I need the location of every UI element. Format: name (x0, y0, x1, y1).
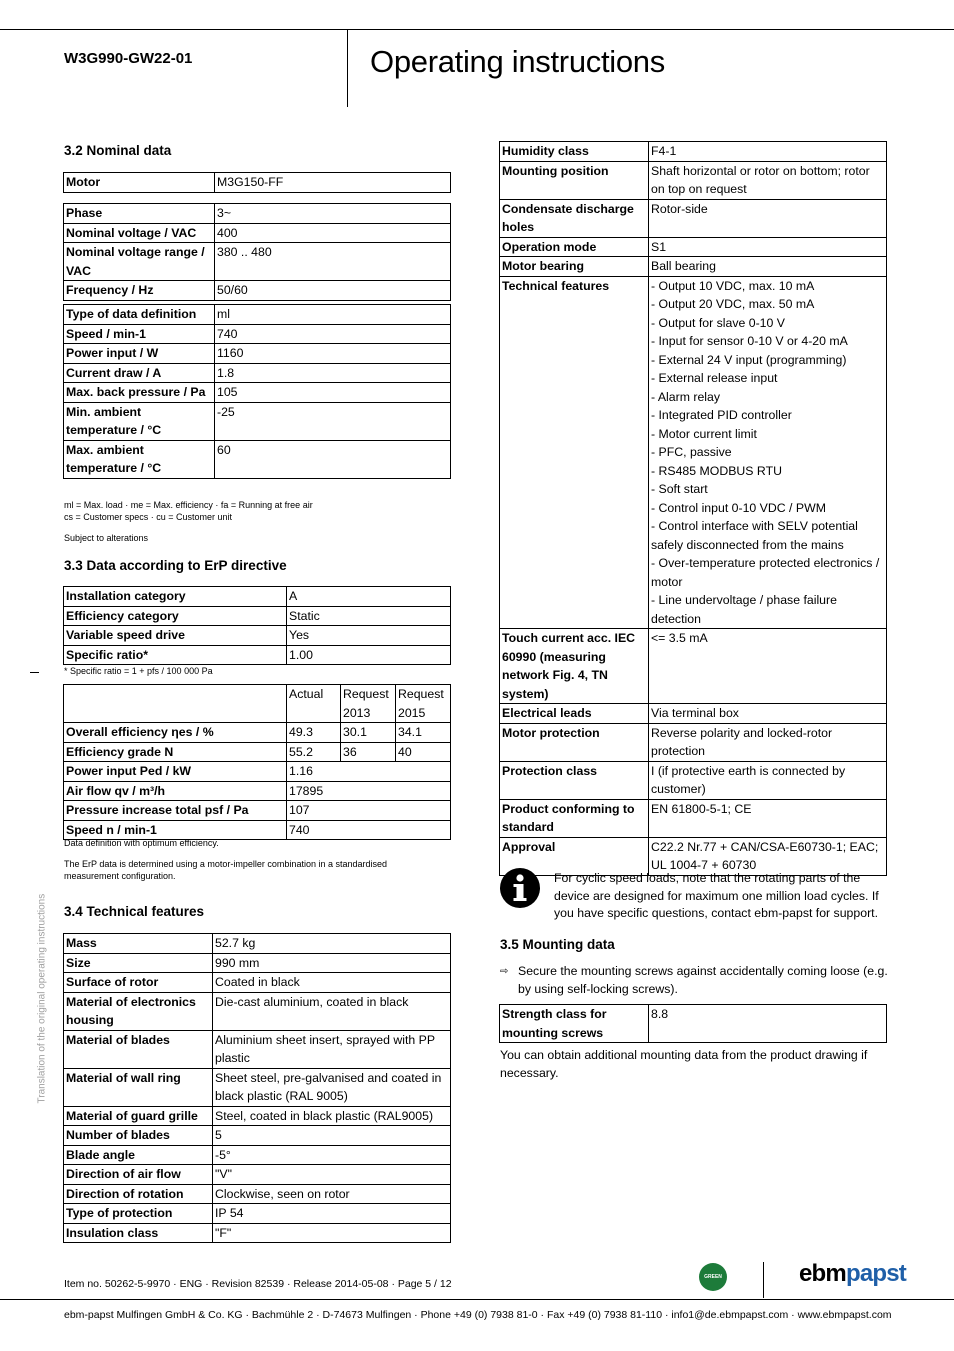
table-row (64, 742, 451, 762)
technical-features-table (63, 933, 451, 1243)
section-heading-3-3: 3.3 Data according to ErP directive (64, 558, 287, 573)
table-row (64, 934, 451, 954)
row-value: C22.2 Nr.77 + CAN/CSA-E60730-1; EAC; UL 1004-7 + 60730 (649, 837, 887, 875)
row-label: Speed / min-1 (64, 324, 215, 344)
row-value: Steel, coated in black plastic (RAL9005) (213, 1106, 451, 1126)
footer-rule (0, 1299, 954, 1300)
row-value: -5° (213, 1145, 451, 1165)
row-value: 8.8 (649, 1005, 887, 1043)
alterations-note: Subject to alterations (64, 533, 149, 543)
mounting-data-table (499, 1004, 887, 1043)
row-value: 3~ (215, 204, 451, 224)
row-value: Rotor-side (649, 199, 887, 237)
row-value: 5 (213, 1126, 451, 1146)
row-value: -25 (215, 402, 451, 440)
table-row (500, 199, 887, 237)
row-label: Specific ratio* (64, 645, 287, 665)
row-label: Nominal voltage / VAC (64, 223, 215, 243)
table-row (500, 257, 887, 277)
row-value: M3G150-FF (215, 173, 451, 193)
table-row (64, 1068, 451, 1106)
green-tech-badge: GREEN TECH (699, 1263, 727, 1291)
table-row (64, 973, 451, 993)
logo-divider (763, 1262, 764, 1298)
row-label: Efficiency grade N (64, 742, 287, 762)
row-label: Motor bearing (500, 257, 649, 277)
table-row (64, 305, 451, 325)
info-note: For cyclic speed loads, note that the rotating parts of the device are designed for maximum one million load cycles. If you have specific questions, contact ebm-papst for support. (554, 871, 879, 920)
specific-ratio-footnote: * Specific ratio = 1 + pfs / 100 000 Pa (64, 666, 213, 676)
section-heading-3-4: 3.4 Technical features (64, 904, 205, 919)
row-label: Pressure increase total psf / Pa (64, 801, 287, 821)
table-row (500, 761, 887, 799)
table-row (64, 645, 451, 665)
table-row (64, 223, 451, 243)
row-label: Humidity class (500, 142, 649, 162)
row-value: 1.16 (287, 762, 451, 782)
row-label: Motor protection (500, 723, 649, 761)
document-id: W3G990-GW22-01 (64, 50, 193, 67)
table-header-row (64, 685, 451, 723)
row-label: Type of protection (64, 1204, 213, 1224)
column-header: Actual (287, 685, 341, 723)
table-row (64, 781, 451, 801)
row-label: Direction of rotation (64, 1184, 213, 1204)
row-value: 36 (341, 742, 396, 762)
row-value: I (if protective earth is connected by customer) (649, 761, 887, 799)
mounting-note: You can obtain additional mounting data from the product drawing if necessary. (500, 1048, 868, 1080)
row-value: Sheet steel, pre-galvanised and coated in black plastic (RAL 9005) (213, 1068, 451, 1106)
table-row (64, 173, 451, 193)
mounting-instruction: Secure the mounting screws against accidentally coming loose (e.g. by using self-locking screws). (518, 964, 888, 996)
row-label: Technical features (500, 276, 649, 629)
logo-papst: papst (845, 1260, 906, 1287)
row-value: 49.3 (287, 723, 341, 743)
header-divider (347, 29, 348, 107)
row-label: Current draw / A (64, 363, 215, 383)
row-value: Via terminal box (649, 704, 887, 724)
row-label: Max. ambient temperature / °C (64, 440, 215, 478)
row-value: Yes (287, 626, 451, 646)
motor-table (63, 172, 451, 193)
table-row (64, 1106, 451, 1126)
table-row (64, 1145, 451, 1165)
table-row (64, 626, 451, 646)
row-label: Speed n / min-1 (64, 820, 287, 840)
row-value: IP 54 (213, 1204, 451, 1224)
row-value: 34.1 (396, 723, 451, 743)
row-label: Protection class (500, 761, 649, 799)
row-value: 55.2 (287, 742, 341, 762)
row-value: F4-1 (649, 142, 887, 162)
row-label: Motor (64, 173, 215, 193)
row-label: Frequency / Hz (64, 281, 215, 301)
table-row (64, 440, 451, 478)
footer-address: ebm-papst Mulfingen GmbH & Co. KG · Bachmühle 2 · D-74673 Mulfingen · Phone +49 (0) 7938 81-0 · Fax +49 (0) 7938 81-110 · info1@de.ebmpapst.com · www.ebmpapst.com (64, 1309, 892, 1321)
row-value: 52.7 kg (213, 934, 451, 954)
row-value: Die-cast aluminium, coated in black (213, 992, 451, 1030)
row-value: Ball bearing (649, 257, 887, 277)
table-row (64, 992, 451, 1030)
row-label: Nominal voltage range / VAC (64, 243, 215, 281)
row-value: 107 (287, 801, 451, 821)
row-value: S1 (649, 237, 887, 257)
table-row (64, 243, 451, 281)
row-label: Direction of air flow (64, 1165, 213, 1185)
row-label: Material of blades (64, 1030, 213, 1068)
table-row (64, 1030, 451, 1068)
table-row (64, 204, 451, 224)
erp-efficiency-table (63, 684, 451, 840)
table-row (64, 344, 451, 364)
abbreviation-note-1: ml = Max. load · me = Max. efficiency · fa = Running at free air (64, 500, 313, 510)
row-label: Mounting position (500, 161, 649, 199)
row-label: Variable speed drive (64, 626, 287, 646)
table-row (64, 762, 451, 782)
erp-note-2: The ErP data is determined using a motor-impeller combination in a standardised measurement configuration. (64, 859, 388, 881)
row-value: ml (215, 305, 451, 325)
row-value: 1160 (215, 344, 451, 364)
row-label: Blade angle (64, 1145, 213, 1165)
operating-data-table (63, 304, 451, 479)
row-value: Reverse polarity and locked-rotor protection (649, 723, 887, 761)
row-label: Insulation class (64, 1223, 213, 1243)
footer-item-info: Item no. 50262-5-9970 · ENG · Revision 82539 · Release 2014-05-08 · Page 5 / 12 (64, 1278, 452, 1290)
row-label: Max. back pressure / Pa (64, 383, 215, 403)
table-row (64, 953, 451, 973)
row-label: Operation mode (500, 237, 649, 257)
row-label: Mass (64, 934, 213, 954)
row-value: 990 mm (213, 953, 451, 973)
table-row (500, 723, 887, 761)
row-label: Product conforming to standard (500, 799, 649, 837)
row-value: Clockwise, seen on rotor (213, 1184, 451, 1204)
row-label: Material of guard grille (64, 1106, 213, 1126)
row-label: Electrical leads (500, 704, 649, 724)
row-value: "F" (213, 1223, 451, 1243)
table-row (64, 324, 451, 344)
row-label: Condensate discharge holes (500, 199, 649, 237)
row-value: 740 (215, 324, 451, 344)
row-label: Material of wall ring (64, 1068, 213, 1106)
row-value: Aluminium sheet insert, sprayed with PP plastic (213, 1030, 451, 1068)
row-value: Static (287, 606, 451, 626)
row-value: 400 (215, 223, 451, 243)
table-row (64, 1126, 451, 1146)
row-value: EN 61800-5-1; CE (649, 799, 887, 837)
row-label: Efficiency category (64, 606, 287, 626)
section-heading-3-5: 3.5 Mounting data (500, 937, 615, 952)
table-row (500, 704, 887, 724)
header-empty-cell (64, 685, 287, 723)
info-icon (499, 867, 541, 909)
abbreviation-note-2: cs = Customer specs · cu = Customer unit (64, 512, 233, 522)
table-row (64, 383, 451, 403)
ebmpapst-logo (799, 1260, 906, 1288)
table-row (64, 402, 451, 440)
table-row (64, 1184, 451, 1204)
row-label: Overall efficiency ηes / % (64, 723, 287, 743)
table-row (500, 276, 887, 629)
table-row (500, 142, 887, 162)
row-label: Approval (500, 837, 649, 875)
row-label: Size (64, 953, 213, 973)
row-value: 30.1 (341, 723, 396, 743)
row-label: Surface of rotor (64, 973, 213, 993)
row-label: Touch current acc. IEC 60990 (measuring network Fig. 4, TN system) (500, 629, 649, 704)
row-value: 1.00 (287, 645, 451, 665)
row-value: <= 3.5 mA (649, 629, 887, 704)
row-value: A (287, 587, 451, 607)
table-row (500, 629, 887, 704)
row-label: Power input Ped / kW (64, 762, 287, 782)
table-row (64, 1223, 451, 1243)
erp-category-table (63, 586, 451, 665)
table-row (64, 801, 451, 821)
row-value: - Output 10 VDC, max. 10 mA - Output 20 VDC, max. 50 mA - Output for slave 0-10 V - Input for sensor 0-10 V or 4-20 mA - External 24 V input (programming) - External release input - Alarm relay - Integrated PID controller - Motor current limit - PFC, passive - RS485 MODBUS RTU - Soft start - Control input 0-10 VDC / PWM - Control interface with SELV potential safely disconnected from the mains - Over-temperature protected electronics / motor - Line undervoltage / phase failure detection (649, 276, 887, 629)
row-value: 105 (215, 383, 451, 403)
table-row (64, 363, 451, 383)
table-row (64, 606, 451, 626)
table-row (64, 723, 451, 743)
table-row (64, 587, 451, 607)
row-value: 17895 (287, 781, 451, 801)
row-value: Coated in black (213, 973, 451, 993)
header-top-rule (0, 29, 954, 30)
table-row (64, 1204, 451, 1224)
section-heading-3-2: 3.2 Nominal data (64, 143, 172, 158)
erp-note-1: Data definition with optimum efficiency. (64, 838, 219, 848)
table-row (500, 799, 887, 837)
row-value: 50/60 (215, 281, 451, 301)
arrow-bullet-icon: ⇨ (500, 966, 509, 977)
row-label: Material of electronics housing (64, 992, 213, 1030)
row-label: Number of blades (64, 1126, 213, 1146)
column-header: Request 2013 (341, 685, 396, 723)
row-value: 380 .. 480 (215, 243, 451, 281)
row-label: Air flow qv / m³/h (64, 781, 287, 801)
row-value: Shaft horizontal or rotor on bottom; rotor on top on request (649, 161, 887, 199)
page-title: Operating instructions (370, 44, 665, 79)
right-features-table (499, 141, 887, 876)
row-label: Phase (64, 204, 215, 224)
row-value: "V" (213, 1165, 451, 1185)
table-row (64, 281, 451, 301)
table-row (64, 1165, 451, 1185)
row-label: Type of data definition (64, 305, 215, 325)
electrical-table (63, 203, 451, 301)
table-row (500, 237, 887, 257)
column-header: Request 2015 (396, 685, 451, 723)
row-value: 740 (287, 820, 451, 840)
row-value: 40 (396, 742, 451, 762)
side-caption: Translation of the original operating instructions (36, 893, 48, 1104)
row-label: Min. ambient temperature / °C (64, 402, 215, 440)
row-value: 60 (215, 440, 451, 478)
margin-mark (30, 672, 39, 673)
table-row (500, 1005, 887, 1043)
row-value: 1.8 (215, 363, 451, 383)
table-row (500, 161, 887, 199)
row-label: Strength class for mounting screws (500, 1005, 649, 1043)
logo-ebm: ebm (799, 1260, 846, 1287)
row-label: Installation category (64, 587, 287, 607)
row-label: Power input / W (64, 344, 215, 364)
